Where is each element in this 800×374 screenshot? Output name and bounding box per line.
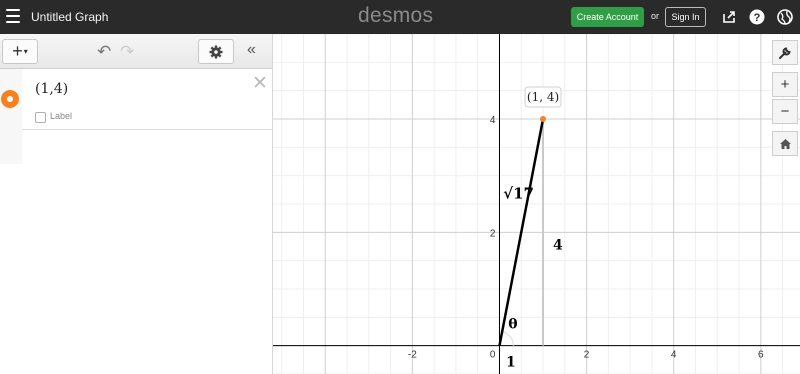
create-account-button[interactable]: Create Account [571, 7, 644, 27]
new-expression-gutter[interactable] [0, 130, 22, 164]
x-tick-label: 2 [583, 349, 590, 361]
settings-button[interactable] [198, 39, 234, 64]
point-label [525, 87, 561, 107]
svg-text:?: ? [753, 12, 761, 25]
close-icon[interactable]: ✕ [252, 73, 268, 94]
expression-panel [0, 34, 273, 374]
default-viewport-button[interactable] [772, 131, 798, 156]
top-bar [0, 0, 800, 34]
plus-icon: + [12, 41, 23, 61]
angle-arc [502, 332, 513, 346]
label-checkbox-text: Label [50, 111, 73, 121]
menu-icon[interactable] [6, 9, 20, 23]
expression-row[interactable] [0, 69, 272, 130]
x-tick-label: 6 [758, 349, 764, 361]
or-text: or [651, 11, 660, 21]
brand-logo: desmos [358, 4, 434, 27]
sign-in-button[interactable]: Sign In [665, 7, 706, 27]
base-label: 1 [506, 354, 516, 371]
collapse-panel-icon[interactable]: « [247, 41, 256, 58]
wrench-icon [778, 46, 792, 60]
y-tick-label: 2 [489, 228, 496, 240]
help-icon[interactable] [749, 9, 765, 25]
panel-toolbar [0, 34, 272, 69]
hypotenuse-label: √17 [503, 184, 534, 203]
expression-input[interactable]: (1,4) [35, 81, 69, 97]
svg-text:(1, 4): (1, 4) [526, 90, 560, 104]
label-checkbox[interactable] [35, 112, 46, 123]
x-tick-label: -2 [407, 349, 417, 361]
tick-labels [408, 115, 764, 361]
chevron-down-icon: ▾ [23, 47, 28, 56]
height-label: 4 [553, 237, 563, 254]
share-icon[interactable] [721, 9, 737, 25]
redo-icon[interactable]: ↷ [120, 42, 135, 61]
graph-paper[interactable] [273, 34, 800, 374]
gear-icon [209, 45, 223, 59]
origin-label: 0 [489, 349, 496, 361]
point-1-4[interactable] [540, 116, 546, 122]
undo-icon[interactable]: ↶ [97, 42, 112, 61]
graph-canvas[interactable] [273, 34, 800, 374]
minor-grid [273, 34, 800, 374]
graph-settings-button[interactable] [772, 40, 798, 65]
zoom-in-button[interactable]: + [772, 72, 798, 97]
x-tick-label: 4 [670, 349, 677, 361]
graph-title[interactable]: Untitled Graph [31, 10, 109, 24]
globe-icon[interactable] [777, 9, 793, 25]
expression-gutter [0, 69, 22, 130]
y-tick-label: 4 [489, 115, 496, 126]
angle-label: θ [508, 316, 518, 333]
point-visibility-toggle[interactable] [1, 90, 19, 108]
home-icon [779, 138, 792, 150]
zoom-out-button[interactable]: − [772, 99, 798, 124]
add-item-button[interactable] [2, 39, 38, 64]
